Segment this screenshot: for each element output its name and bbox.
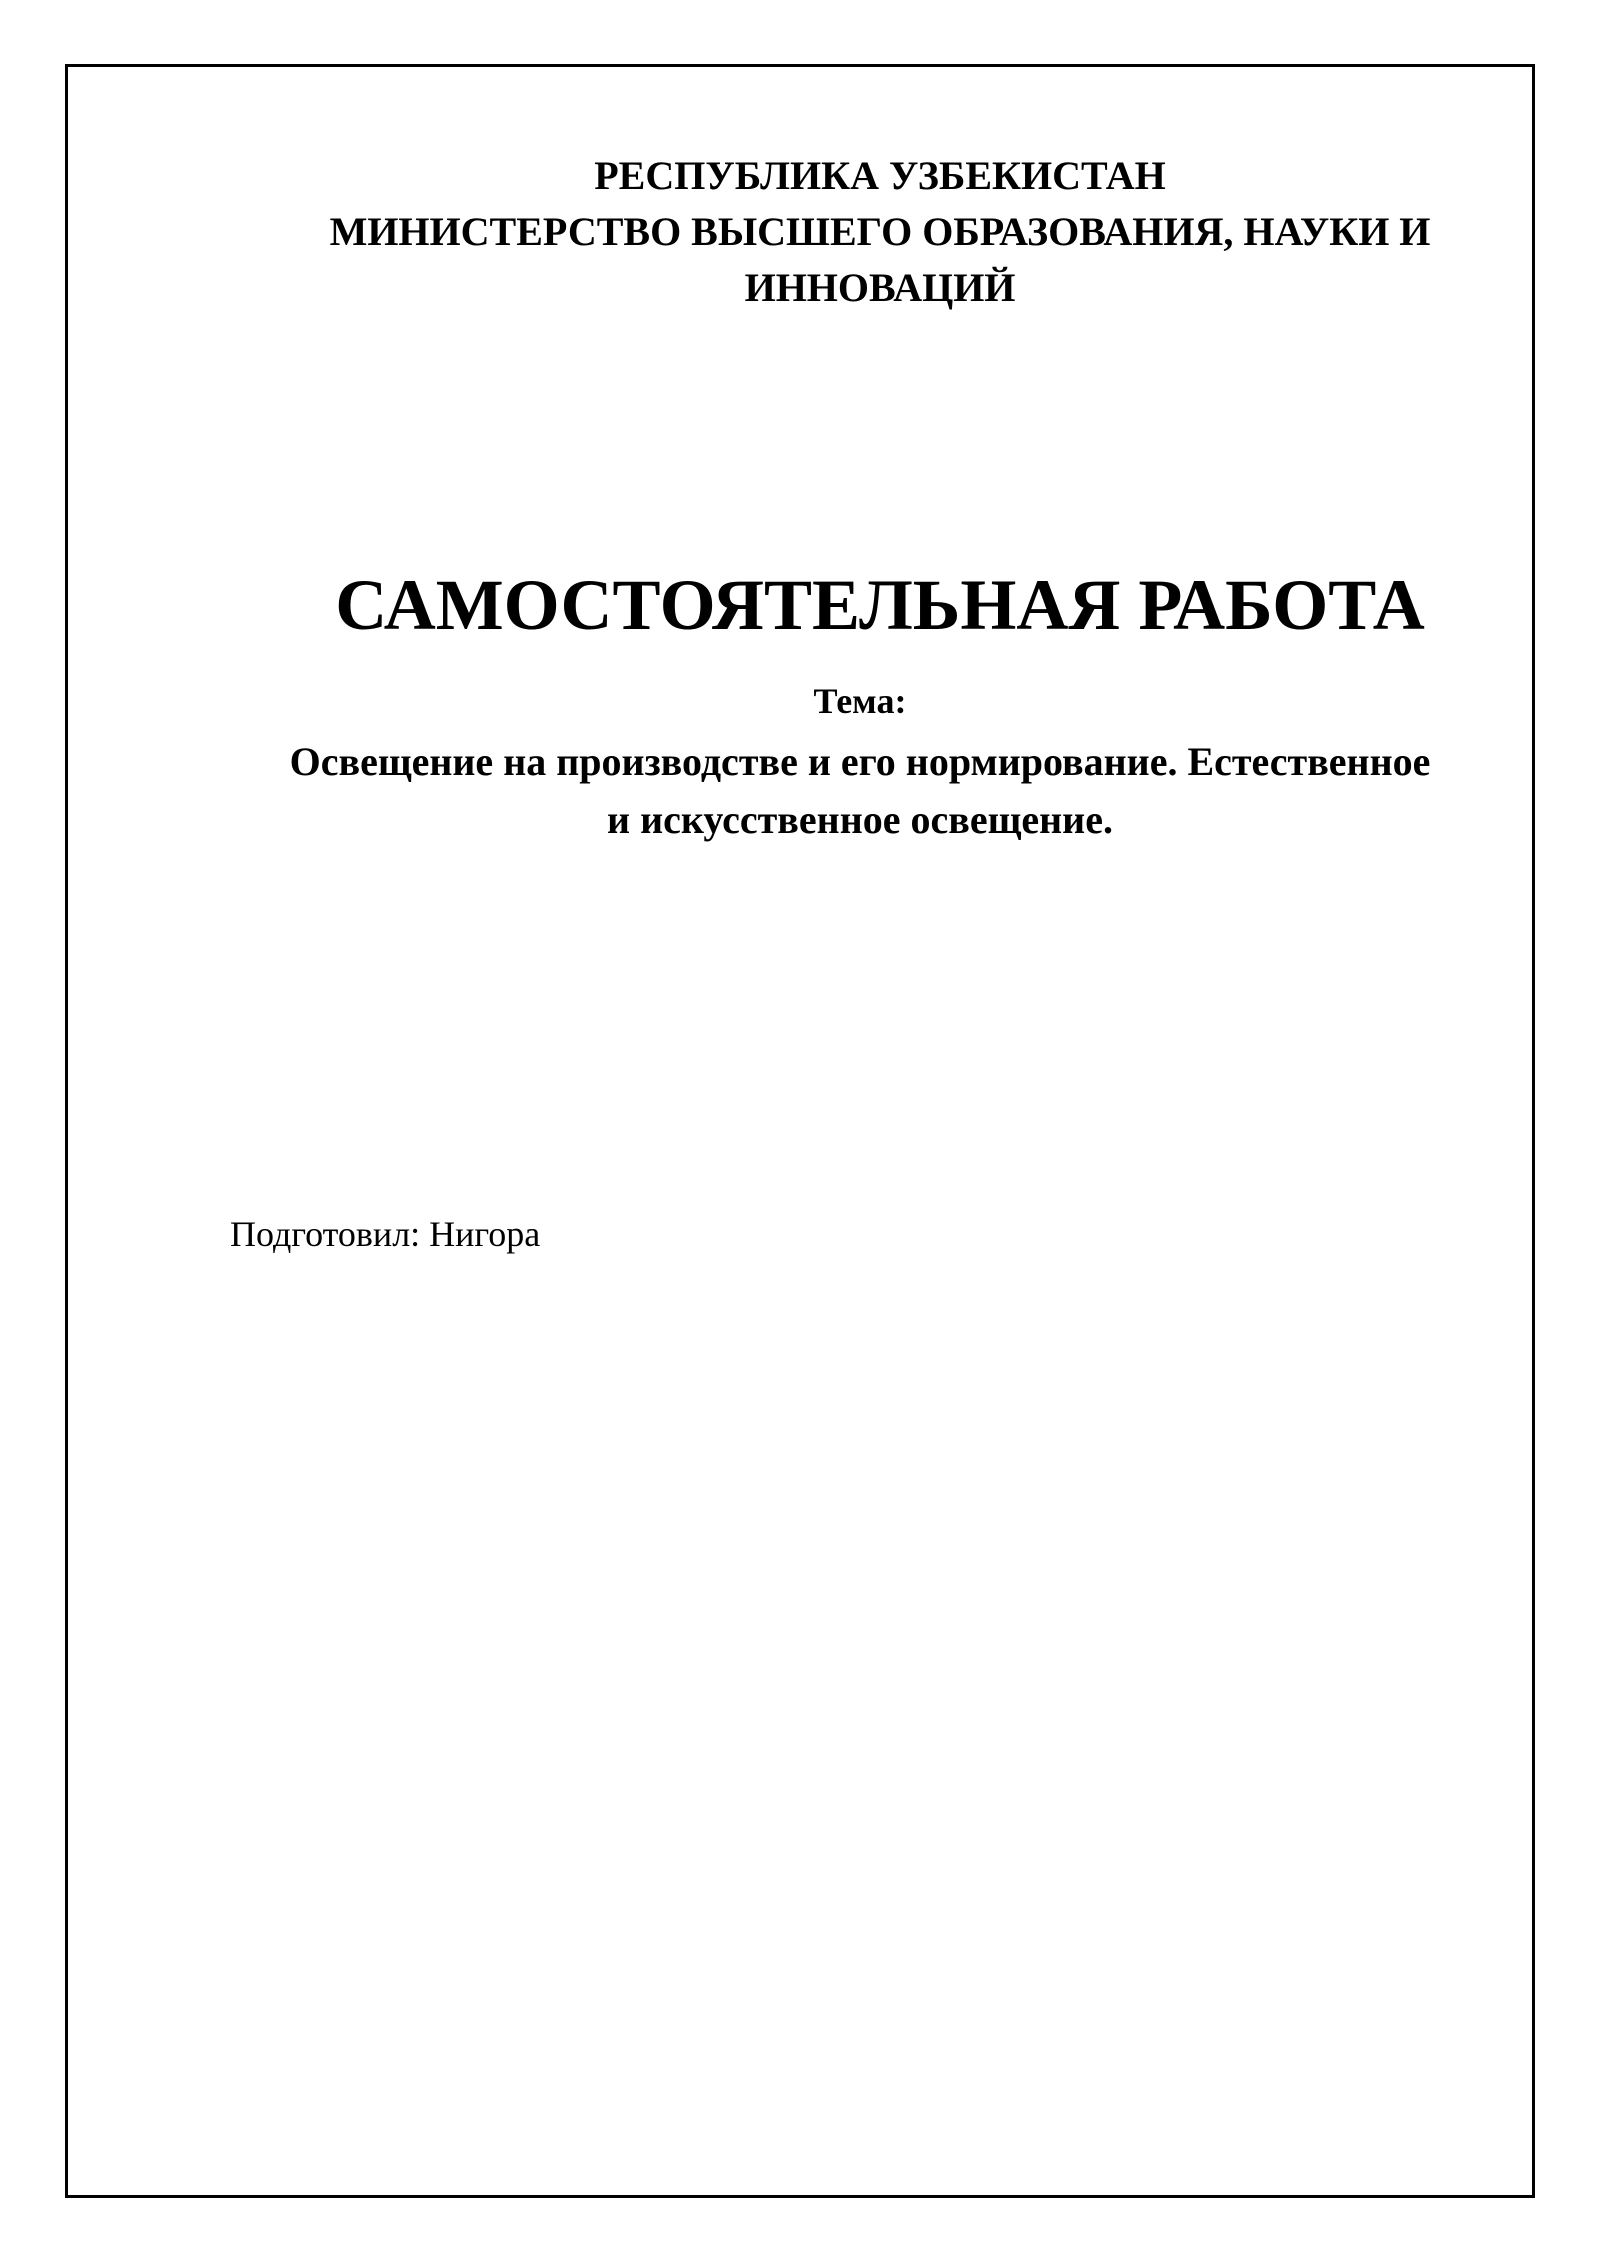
topic-text-line1: Освещение на производстве и его нормирование. Естественное [289,739,1431,784]
author-line: Подготовил: Нигора [230,1214,541,1254]
ministry-name-line2: ИННОВАЦИЙ [744,265,1016,310]
page-border [65,64,1535,2198]
country-name: РЕСПУБЛИКА УЗБЕКИСТАН [594,153,1166,198]
ministry-name-line1: МИНИСТЕРСТВО ВЫСШЕГО ОБРАЗОВАНИЯ, НАУКИ И [329,209,1431,254]
topic-text-line2: и искусственное освещение. [607,797,1113,842]
institution-header [230,148,1530,316]
topic-text [230,733,1490,849]
topic-label: Тема: [813,681,907,721]
document-title: САМОСТОЯТЕЛЬНАЯ РАБОТА [335,565,1425,645]
